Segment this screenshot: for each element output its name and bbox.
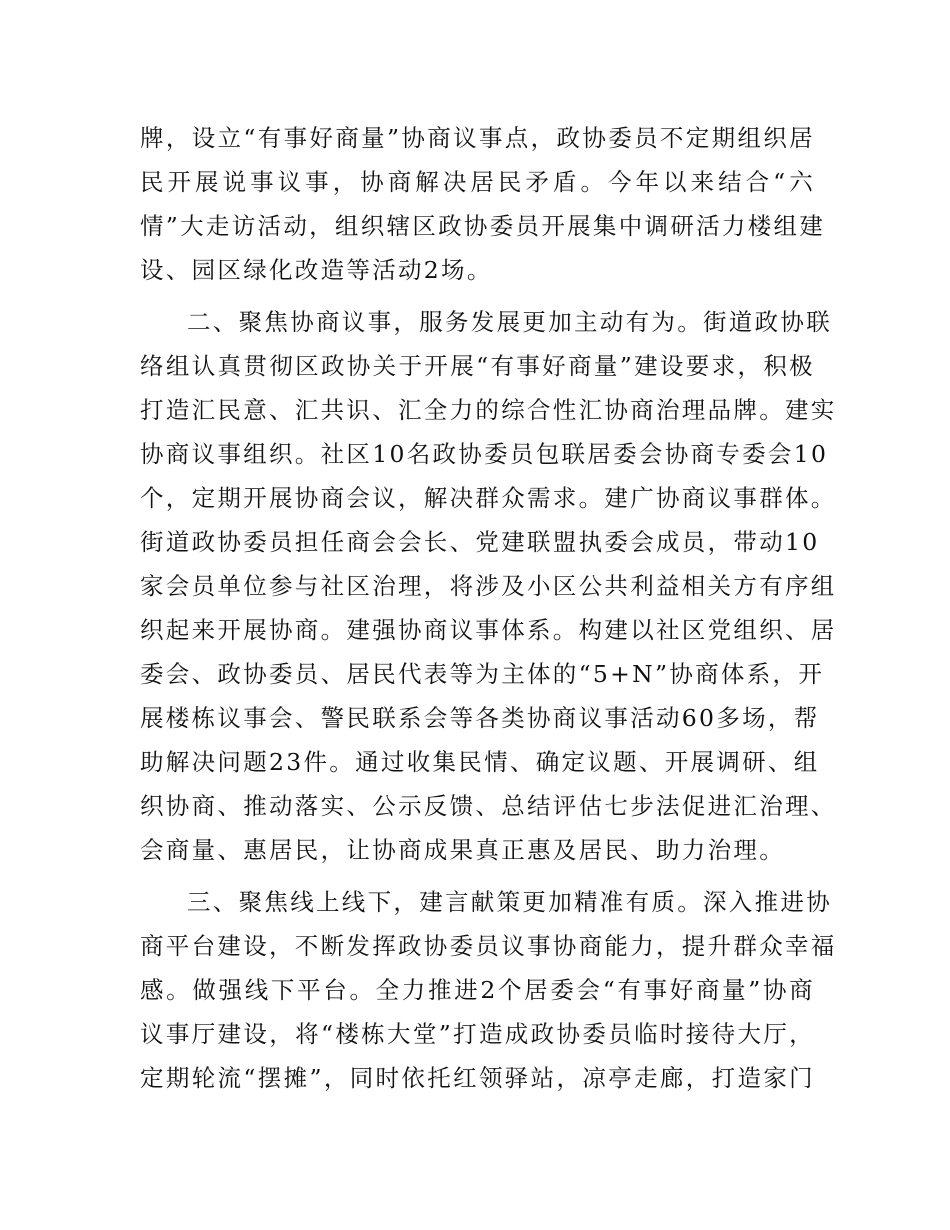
text-line: 展楼栋议事会、警民联系会等各类协商议事活动60多场，帮 — [140, 704, 820, 732]
paragraph-2 — [140, 300, 837, 872]
text-line: 织起来开展协商。建强协商议事体系。构建以社区党组织、居 — [140, 616, 837, 644]
text-line: 打造汇民意、汇共识、汇全力的综合性汇协商治理品牌。建实 — [140, 396, 837, 424]
text-line: 助解决问题23件。通过收集民情、确定议题、开展调研、组 — [140, 748, 820, 776]
text-line: 情”大走访活动，组织辖区政协委员开展集中调研活力楼组建 — [140, 212, 826, 240]
text-line: 民开展说事议事，协商解决居民矛盾。今年以来结合“六 — [140, 168, 815, 196]
text-line: 设、园区绿化改造等活动2场。 — [140, 256, 493, 284]
text-line: 感。做强线下平台。全力推进2个居委会“有事好商量”协商 — [140, 976, 815, 1004]
text-line: 三、聚焦线上线下，建言献策更加精准有质。深入推进协 — [187, 888, 832, 916]
text-line: 定期轮流“摆摊”，同时依托红领驿站，凉亭走廊，打造家门 — [140, 1064, 815, 1092]
text-line: 牌，设立“有事好商量”协商议事点，政协委员不定期组织居 — [140, 124, 815, 152]
text-line: 委会、政协委员、居民代表等为主体的“5+N”协商体系，开 — [140, 660, 825, 688]
text-line: 会商量、惠居民，让协商成果真正惠及居民、助力治理。 — [140, 836, 785, 864]
text-line: 络组认真贯彻区政协关于开展“有事好商量”建设要求，积极 — [140, 352, 815, 380]
paragraph-3 — [140, 880, 837, 1100]
paragraph-1 — [140, 116, 826, 292]
text-line: 街道政协委员担任商会会长、党建联盟执委会成员，带动10 — [140, 528, 820, 556]
text-line: 家会员单位参与社区治理，将涉及小区公共利益相关方有序组 — [140, 572, 837, 600]
text-line: 织协商、推动落实、公示反馈、总结评估七步法促进汇治理、 — [140, 792, 837, 820]
text-line: 二、聚焦协商议事，服务发展更加主动有为。街道政协联 — [187, 308, 832, 336]
text-line: 个，定期开展协商会议，解决群众需求。建广协商议事群体。 — [140, 484, 837, 512]
body-text — [140, 116, 837, 1100]
text-line: 商平台建设，不断发挥政协委员议事协商能力，提升群众幸福 — [140, 932, 837, 960]
text-line: 议事厅建设，将“楼栋大堂”打造成政协委员临时接待大厅， — [140, 1020, 815, 1048]
text-line: 协商议事组织。社区10名政协委员包联居委会协商专委会10 — [140, 440, 829, 468]
